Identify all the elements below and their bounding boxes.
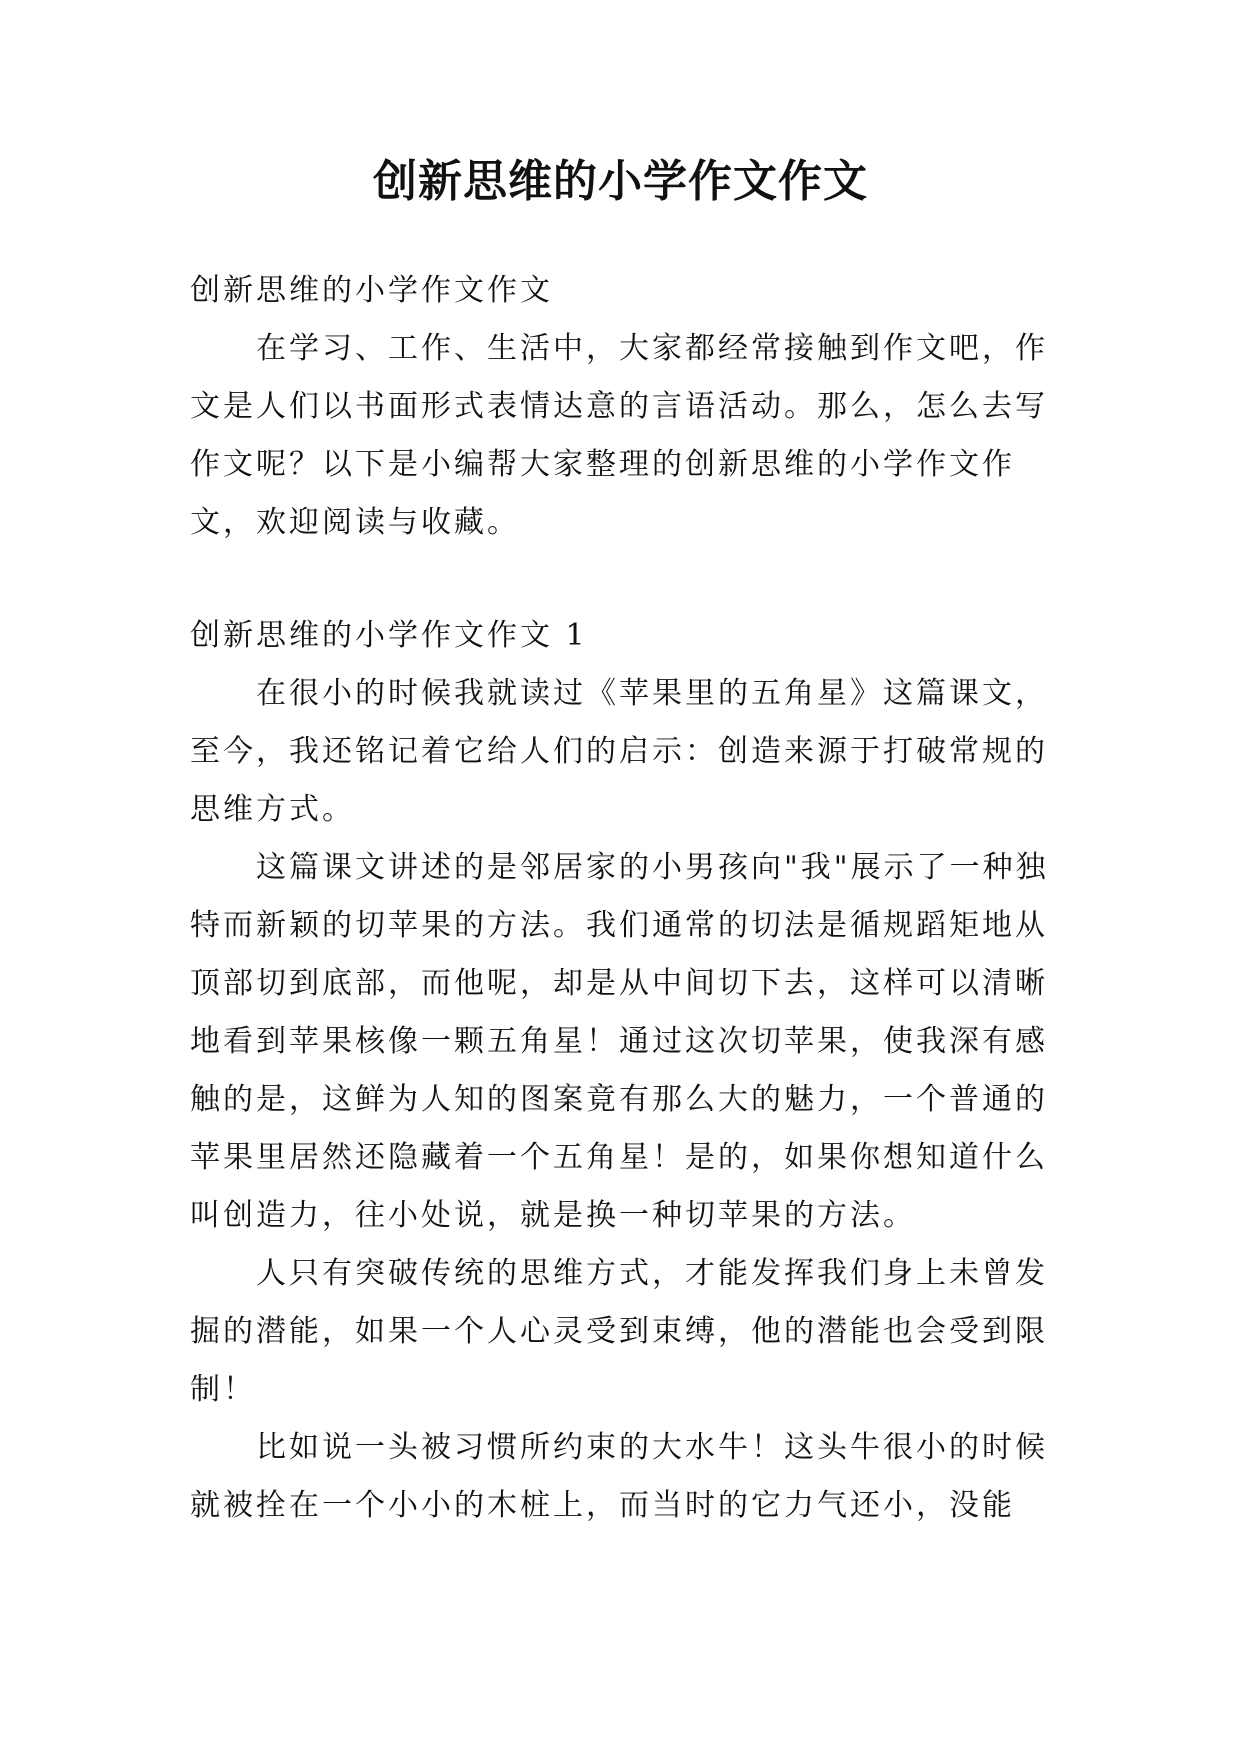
document-body (190, 262, 1060, 1535)
intro-heading: 创新思维的小学作文作文 (190, 273, 553, 308)
section-1-paragraph-4: 比如说一头被习惯所约束的大水牛！这头牛很小的时候就被拴在一个小小的木桩上，而当时的它力气还小，没能 (190, 1430, 1048, 1523)
section-1-paragraph-3: 人只有突破传统的思维方式，才能发挥我们身上未曾发掘的潜能，如果一个人心灵受到束缚，他的潜能也会受到限制！ (190, 1256, 1048, 1407)
section-1-paragraph-1: 在很小的时候我就读过《苹果里的五角星》这篇课文，至今，我还铭记着它给人们的启示：创造来源于打破常规的思维方式。 (190, 676, 1048, 827)
section-1-paragraph-2: 这篇课文讲述的是邻居家的小男孩向"我"展示了一种独特而新颖的切苹果的方法。我们通常的切法是循规蹈矩地从顶部切到底部，而他呢，却是从中间切下去，这样可以清晰地看到苹果核像一颗五角星！通过这次切苹果，使我深有感触的是，这鲜为人知的图案竟有那么大的魅力，一个普通的苹果里居然还隐藏着一个五角星！是的，如果你想知道什么叫创造力，往小处说，就是换一种切苹果的方法。 (190, 850, 1049, 1233)
intro-paragraph: 在学习、工作、生活中，大家都经常接触到作文吧，作文是人们以书面形式表情达意的言语活动。那么，怎么去写作文呢？以下是小编帮大家整理的创新思维的小学作文作文，欢迎阅读与收藏。 (190, 331, 1048, 540)
section-spacer (190, 552, 1060, 607)
document-title: 创新思维的小学作文作文 (373, 156, 868, 207)
section-1-heading: 创新思维的小学作文作文 1 (190, 618, 588, 653)
